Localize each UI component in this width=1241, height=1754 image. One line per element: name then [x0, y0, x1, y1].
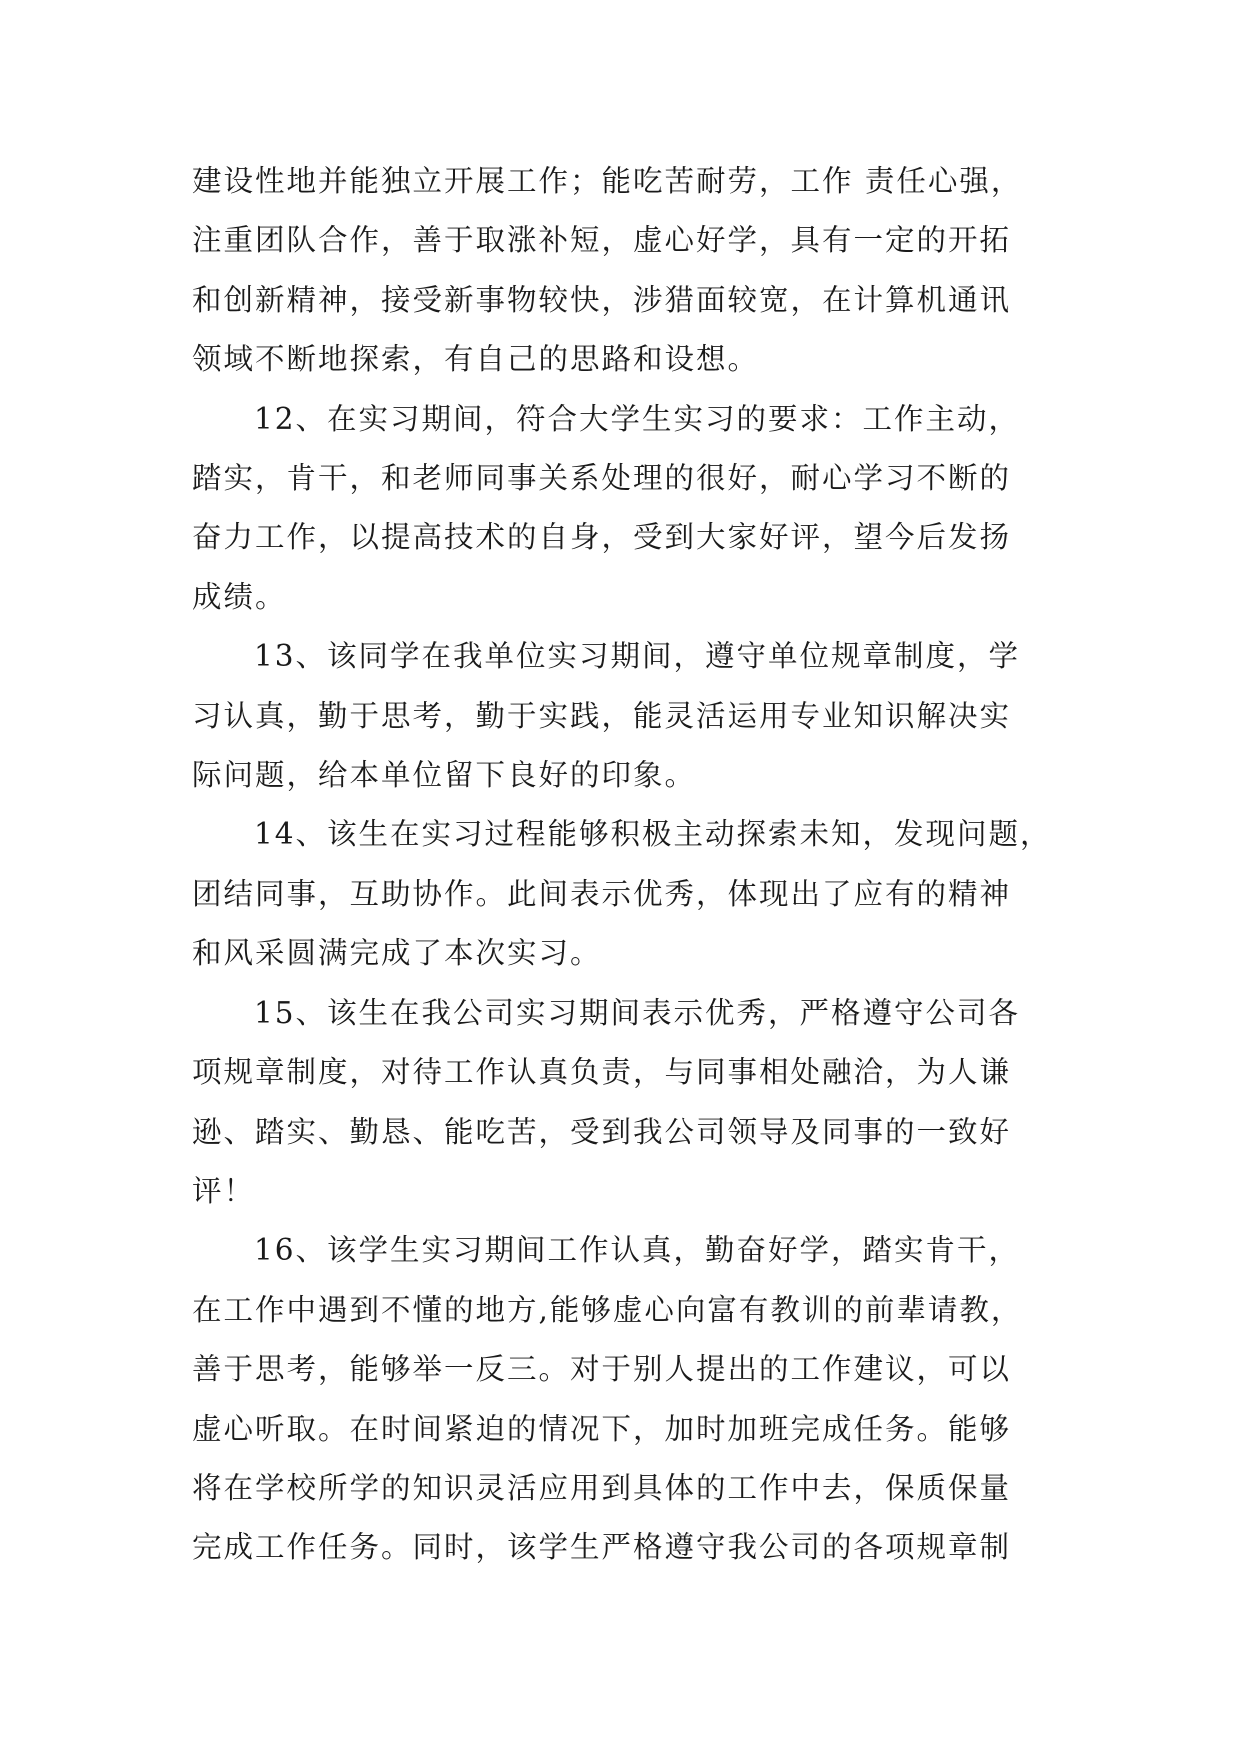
text-line: 奋力工作，以提高技术的自身，受到大家好评，望今后发扬	[192, 520, 1012, 555]
text-line: 和风采圆满完成了本次实习。	[192, 936, 602, 971]
text-line: 项规章制度，对待工作认真负责，与同事相处融洽，为人谦	[192, 1055, 1012, 1090]
text-line: 15、该生在我公司实习期间表示优秀，严格遵守公司各	[254, 995, 1021, 1030]
text-line: 际问题，给本单位留下良好的印象。	[192, 758, 697, 793]
text-line: 14、该生在实习过程能够积极主动探索未知，发现问题，	[254, 817, 1052, 852]
text-line: 完成工作任务。同时，该学生严格遵守我公司的各项规章制	[192, 1530, 1012, 1565]
text-line: 在工作中遇到不懂的地方,能够虚心向富有教训的前辈请教，	[192, 1292, 1023, 1327]
paragraph-item-14	[192, 805, 1058, 983]
text-line: 评！	[192, 1173, 256, 1208]
text-line: 踏实，肯干，和老师同事关系处理的很好，耐心学习不断的	[192, 461, 1012, 496]
text-line: 将在学校所学的知识灵活应用到具体的工作中去，保质保量	[192, 1470, 1012, 1505]
text-line: 领域不断地探索，有自己的思路和设想。	[192, 342, 760, 377]
paragraph-item-16	[192, 1221, 1058, 1577]
paragraph-continuation	[192, 152, 1058, 390]
text-line: 注重团队合作，善于取涨补短，虚心好学，具有一定的开拓	[192, 223, 1012, 258]
text-line: 习认真，勤于思考，勤于实践，能灵活运用专业知识解决实	[192, 698, 1012, 733]
text-line: 团结同事，互助协作。此间表示优秀，体现出了应有的精神	[192, 876, 1012, 911]
text-line: 逊、踏实、勤恳、能吃苦，受到我公司领导及同事的一致好	[192, 1114, 1012, 1149]
text-line: 和创新精神，接受新事物较快，涉猎面较宽，在计算机通讯	[192, 282, 1012, 317]
paragraph-item-12	[192, 390, 1058, 628]
text-line: 12、在实习期间，符合大学生实习的要求：工作主动，	[254, 401, 1021, 436]
text-line: 16、该学生实习期间工作认真，勤奋好学，踏实肯干，	[254, 1233, 1021, 1268]
paragraph-item-13	[192, 627, 1058, 805]
paragraph-item-15	[192, 984, 1058, 1222]
text-line: 成绩。	[192, 579, 287, 614]
text-line: 善于思考，能够举一反三。对于别人提出的工作建议，可以	[192, 1352, 1012, 1387]
text-line: 13、该同学在我单位实习期间，遵守单位规章制度，学	[254, 639, 1021, 674]
text-line: 虚心听取。在时间紧迫的情况下，加时加班完成任务。能够	[192, 1411, 1012, 1446]
text-line: 建设性地并能独立开展工作；能吃苦耐劳，工作 责任心强，	[192, 164, 1023, 198]
document-body	[192, 152, 1058, 1578]
